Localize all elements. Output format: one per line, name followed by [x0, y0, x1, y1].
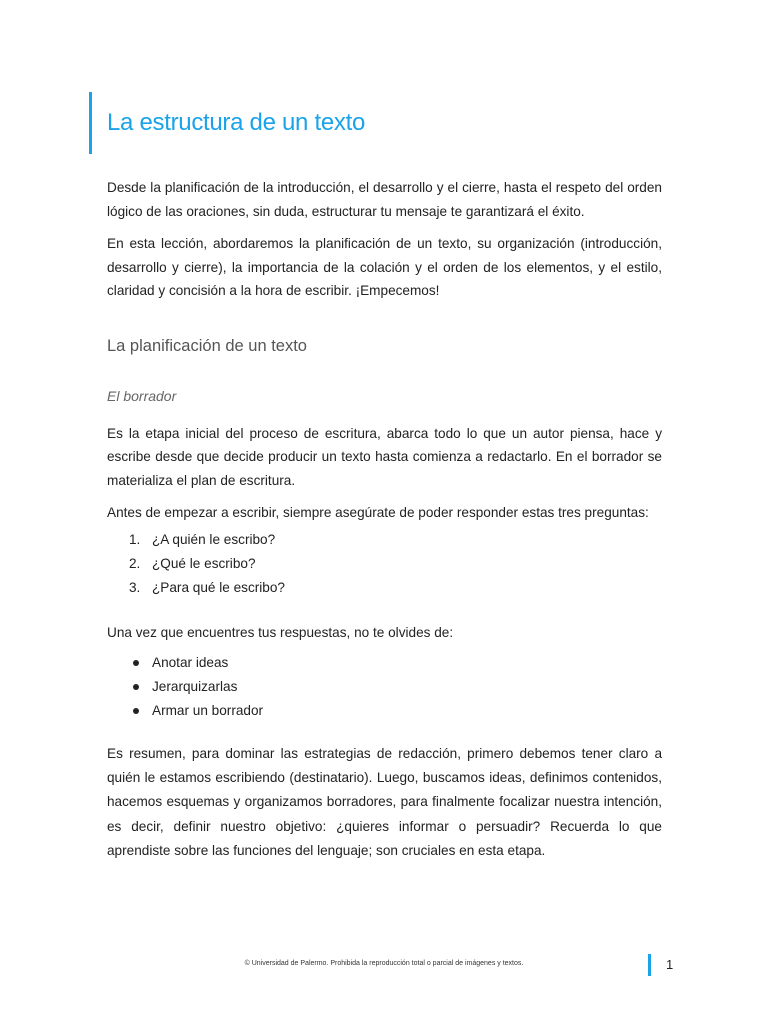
- list-item: [107, 675, 662, 699]
- list-item: [107, 528, 662, 552]
- list-item-text: Jerarquizarlas: [152, 679, 238, 694]
- list-number: 1.: [129, 531, 141, 547]
- borrador-paragraph: Es la etapa inicial del proceso de escritura, abarca todo lo que un autor piensa, hace y escribe desde que decide producir un texto hasta comienza a redactarlo. En el borrador se materializa el plan de escritura.: [107, 425, 662, 488]
- document-body: [107, 176, 662, 863]
- footer-accent-bar: [648, 954, 651, 976]
- list-item-text: Anotar ideas: [152, 655, 229, 670]
- bullet-icon: [133, 660, 139, 666]
- bullet-icon: [133, 684, 139, 690]
- list-item: [107, 651, 662, 675]
- actions-list: [107, 651, 662, 723]
- list-number: 2.: [129, 555, 141, 571]
- list-item: [107, 699, 662, 723]
- list-item: [107, 552, 662, 576]
- subsection-heading: El borrador: [107, 387, 177, 404]
- title-block: [89, 92, 365, 154]
- list-item: [107, 576, 662, 600]
- list-item-text: Armar un borrador: [152, 703, 264, 718]
- list-item-text: ¿A quién le escribo?: [152, 531, 276, 547]
- list-item-text: ¿Qué le escribo?: [152, 555, 256, 571]
- actions-intro: Una vez que encuentres tus respuestas, no te olvides de:: [107, 624, 454, 640]
- summary-paragraph: Es resumen, para dominar las estrategias de redacción, primero debemos tener claro a quién le estamos escribiendo (destinatario). Luego, buscamos ideas, definimos contenidos, hacemos esquemas y organizamos borradores, para finalmente focalizar nuestra intención, es decir, definir nuestro objetivo: ¿quieres informar o persuadir? Recuerda lo que aprendiste sobre las funciones del lenguaje; son cruciales en esta etapa.: [107, 746, 662, 858]
- document-title: La estructura de un texto: [107, 109, 366, 136]
- questions-intro: Antes de empezar a escribir, siempre asegúrate de poder responder estas tres preguntas:: [107, 505, 649, 520]
- intro-paragraph-2: En esta lección, abordaremos la planificación de un texto, su organización (introducción, desarrollo y cierre), la importancia de la colación y el orden de los elementos, y el estilo, claridad y concisión a la hora de escribir. ¡Empecemos!: [107, 236, 662, 298]
- list-item-text: ¿Para qué le escribo?: [152, 579, 285, 595]
- questions-list: [107, 528, 662, 600]
- list-number: 3.: [129, 579, 141, 595]
- intro-paragraph-1: Desde la planificación de la introducción, el desarrollo y el cierre, hasta el respeto del orden lógico de las oraciones, sin duda, estructurar tu mensaje te garantizará el éxito.: [107, 180, 662, 219]
- footer-copyright: © Universidad de Palermo. Prohibida la reproducción total o parcial de imágenes y textos.: [244, 960, 524, 967]
- section-heading: La planificación de un texto: [107, 336, 307, 355]
- bullet-icon: [133, 708, 139, 714]
- page-number: 1: [666, 957, 674, 972]
